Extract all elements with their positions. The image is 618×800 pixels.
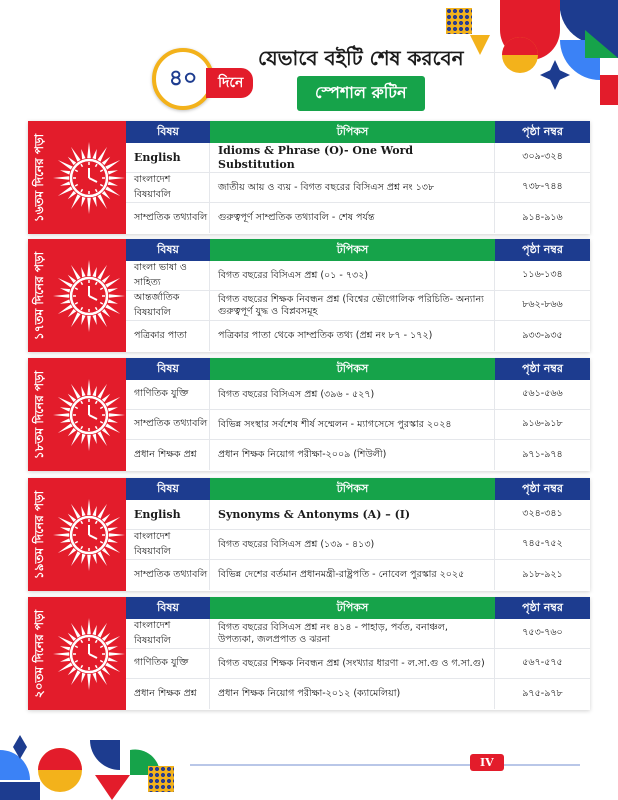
column-header-topic: টপিকস xyxy=(210,478,495,500)
cell-page: ৭৩৮-৭৪৪ xyxy=(522,181,563,192)
routine-table xyxy=(126,358,590,471)
day-label-wrap xyxy=(30,123,52,232)
day-label-wrap xyxy=(30,599,52,708)
day-panel xyxy=(28,239,126,352)
dot-pattern-decoration-bottom xyxy=(148,766,174,792)
days-badge-suffix: দিনে xyxy=(206,68,253,98)
cell-page: ৭৪৫-৭৫২ xyxy=(522,538,563,549)
cell-subject: আন্তর্জাতিক বিষয়াবলি xyxy=(126,291,210,320)
column-header-page: পৃষ্ঠা নম্বর xyxy=(495,358,590,380)
cell-topic: বিগত বছরের শিক্ষক নিবন্ধন প্রশ্ন (সংখ্যার ধারণা - ল.সা.গু ও গ.সা.গু) xyxy=(210,649,495,678)
cell-topic: বিভিন্ন দেশের বর্তমান প্রধানমন্ত্রী-রাষ্ট্রপতি - নোবেল পুরস্কার ২০২৫ xyxy=(210,560,495,590)
day-panel xyxy=(28,478,126,591)
table-row xyxy=(126,143,590,173)
cell-page: ৩২৪-৩৪১ xyxy=(522,508,563,519)
day-label: ১৭তম দিনের পড়া xyxy=(32,251,47,340)
days-badge xyxy=(152,48,214,110)
routine-table xyxy=(126,478,590,591)
sun-clock-icon xyxy=(52,617,126,691)
cell-subject: বাংলাদেশ বিষয়াবলি xyxy=(126,530,210,559)
table-row xyxy=(126,500,590,530)
column-header-subject: বিষয় xyxy=(126,478,210,500)
cell-topic: Synonyms & Antonyms (A) – (I) xyxy=(210,500,495,529)
cell-subject: সাম্প্রতিক তথ্যাবলি xyxy=(126,560,210,590)
cell-subject: গাণিতিক যুক্তি xyxy=(126,380,210,409)
page-title: যেভাবে বইটি শেষ করবেন xyxy=(258,46,464,70)
cell-page: ৯১৮-৯২১ xyxy=(522,568,563,580)
dot-pattern-decoration xyxy=(446,8,472,34)
table-row xyxy=(126,291,590,321)
table-row xyxy=(126,410,590,440)
cell-page: ৯৩৩-৯৩৫ xyxy=(522,329,563,341)
day-section xyxy=(28,358,590,471)
routine-table xyxy=(126,239,590,352)
cell-topic: বিগত বছরের বিসিএস প্রশ্ন (০১ - ৭৩২) xyxy=(210,261,495,290)
cell-topic: প্রধান শিক্ষক নিয়োগ পরীক্ষা-২০১২ (ক্যামেলিয়া) xyxy=(210,679,495,709)
day-section xyxy=(28,597,590,710)
cell-page: ৯৭১-৯৭৪ xyxy=(522,448,563,460)
column-header-page: পৃষ্ঠা নম্বর xyxy=(495,121,590,143)
sun-clock-icon xyxy=(52,259,126,333)
table-row xyxy=(126,380,590,410)
cell-subject: বাংলা ভাষা ও সাহিত্য xyxy=(126,261,210,290)
cell-page: ৯১৬-৯১৮ xyxy=(522,418,563,429)
day-label-wrap xyxy=(30,360,52,469)
cell-topic: প্রধান শিক্ষক নিয়োগ পরীক্ষা-২০০৯ (শিউলী) xyxy=(210,440,495,470)
days-badge-number: ৪০ xyxy=(168,65,198,91)
column-header-page: পৃষ্ঠা নম্বর xyxy=(495,478,590,500)
day-section xyxy=(28,239,590,352)
cell-topic: বিগত বছরের বিসিএস প্রশ্ন নং ৪১৪ - পাহাড়, পর্বত, বনাঞ্চল, উপত্যকা, জলপ্রপাত ও ঝরনা xyxy=(210,619,495,648)
cell-page: ৩০৯-৩২৪ xyxy=(522,151,563,162)
table-row xyxy=(126,649,590,679)
cell-topic: পত্রিকার পাতা থেকে সাম্প্রতিক তথ্য (প্রশ্ন নং ৮৭ - ১৭২) xyxy=(210,321,495,351)
table-header xyxy=(126,239,590,261)
day-label: ২০তম দিনের পড়া xyxy=(32,609,46,698)
day-label-wrap xyxy=(30,480,52,589)
table-row xyxy=(126,530,590,560)
sun-clock-icon xyxy=(52,141,126,215)
day-panel xyxy=(28,358,126,471)
cell-topic: বিগত বছরের বিসিএস প্রশ্ন (৩৯৬ - ৫২৭) xyxy=(210,380,495,409)
cell-subject: প্রধান শিক্ষক প্রশ্ন xyxy=(126,679,210,709)
routine-table xyxy=(126,121,590,234)
column-header-topic: টপিকস xyxy=(210,121,495,143)
cell-subject: English xyxy=(126,143,210,172)
cell-page: ৯১৪-৯১৬ xyxy=(522,211,563,223)
cell-subject: বাংলাদেশ বিষয়াবলি xyxy=(126,173,210,202)
page-header xyxy=(0,0,618,115)
day-label: ১৯তম দিনের পড়া xyxy=(32,490,46,579)
column-header-topic: টপিকস xyxy=(210,239,495,261)
column-header-subject: বিষয় xyxy=(126,597,210,619)
page-subtitle: স্পেশাল রুটিন xyxy=(297,76,425,111)
cell-topic: Idioms & Phrase (O)- One Word Substitution xyxy=(210,143,495,172)
cell-topic: বিভিন্ন সংস্থার সর্বশেষ শীর্ষ সম্মেলন - ম্যাগসেসে পুরস্কার ২০২৪ xyxy=(210,410,495,439)
column-header-topic: টপিকস xyxy=(210,358,495,380)
table-row xyxy=(126,261,590,291)
cell-page: ৭৫৩-৭৬০ xyxy=(522,627,563,638)
cell-page: ৮৬২-৮৬৬ xyxy=(522,299,563,310)
table-header xyxy=(126,121,590,143)
day-label: ১৬তম দিনের পড়া xyxy=(32,133,47,222)
table-header xyxy=(126,358,590,380)
cell-page: ১১৬-১৩৪ xyxy=(522,269,563,280)
cell-page: ৯৭৫-৯৭৮ xyxy=(522,687,563,699)
cell-topic: গুরুত্বপূর্ণ সাম্প্রতিক তথ্যাবলি - শেষ পর্যন্ত xyxy=(210,203,495,233)
column-header-page: পৃষ্ঠা নম্বর xyxy=(495,239,590,261)
cell-subject: প্রধান শিক্ষক প্রশ্ন xyxy=(126,440,210,470)
table-row xyxy=(126,560,590,590)
cell-subject: বাংলাদেশ বিষয়াবলি xyxy=(126,619,210,648)
column-header-topic: টপিকস xyxy=(210,597,495,619)
sun-clock-icon xyxy=(52,498,126,572)
routine-table xyxy=(126,597,590,710)
sun-clock-icon xyxy=(52,378,126,452)
cell-subject: English xyxy=(126,500,210,529)
table-row xyxy=(126,440,590,470)
cell-subject: গাণিতিক যুক্তি xyxy=(126,649,210,678)
cell-subject: পত্রিকার পাতা xyxy=(126,321,210,351)
column-header-subject: বিষয় xyxy=(126,239,210,261)
table-row xyxy=(126,619,590,649)
cell-page: ৫৬১-৫৬৬ xyxy=(522,388,563,399)
day-panel xyxy=(28,597,126,710)
table-header xyxy=(126,478,590,500)
footer-divider xyxy=(190,764,580,766)
cell-topic: বিগত বছরের শিক্ষক নিবন্ধন প্রশ্ন (বিশ্বের ভৌগোলিক পরিচিতি- অন্যান্য গুরুত্বপূর্ণ যুদ্ধ ও বিপ্লবসমূহ xyxy=(210,291,495,320)
cell-topic: বিগত বছরের বিসিএস প্রশ্ন (১৩৯ - ৪১৩) xyxy=(210,530,495,559)
table-row xyxy=(126,173,590,203)
day-label: ১৮তম দিনের পড়া xyxy=(32,370,46,459)
column-header-page: পৃষ্ঠা নম্বর xyxy=(495,597,590,619)
day-panel xyxy=(28,121,126,234)
cell-page: ৫৬৭-৫৭৫ xyxy=(522,657,563,668)
table-row xyxy=(126,203,590,233)
day-label-wrap xyxy=(30,241,52,350)
page-number: IV xyxy=(470,754,504,771)
column-header-subject: বিষয় xyxy=(126,121,210,143)
column-header-subject: বিষয় xyxy=(126,358,210,380)
table-header xyxy=(126,597,590,619)
cell-topic: জাতীয় আয় ও ব্যয় - বিগত বছরের বিসিএস প্রশ্ন নং ১৩৮ xyxy=(210,173,495,202)
day-section xyxy=(28,121,590,234)
table-row xyxy=(126,679,590,709)
table-row xyxy=(126,321,590,351)
cell-subject: সাম্প্রতিক তথ্যাবলি xyxy=(126,410,210,439)
day-section xyxy=(28,478,590,591)
cell-subject: সাম্প্রতিক তথ্যাবলি xyxy=(126,203,210,233)
